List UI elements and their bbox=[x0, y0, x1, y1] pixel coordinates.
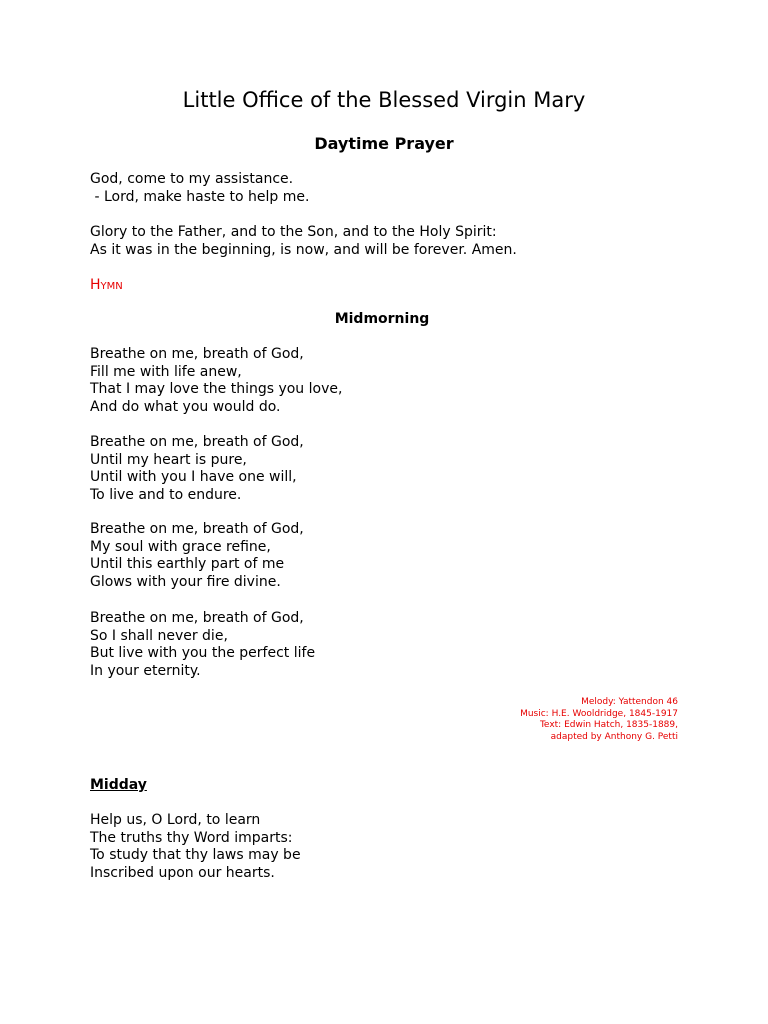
verse-line: Glory to the Father, and to the Son, and to the Holy Spirit: bbox=[90, 224, 497, 240]
hymn-credits bbox=[378, 697, 678, 743]
hymn-stanza-2 bbox=[90, 434, 304, 504]
verse-line: Inscribed upon our hearts. bbox=[90, 864, 275, 881]
midday-stanza bbox=[90, 812, 301, 882]
verse-line: To live and to endure. bbox=[90, 486, 242, 503]
hymn-stanza-4 bbox=[90, 610, 315, 680]
credit-line: Music: H.E. Wooldridge, 1845-1917 bbox=[520, 708, 678, 719]
credit-line: Melody: Yattendon 46 bbox=[581, 697, 678, 707]
verse-line: But live with you the perfect life bbox=[90, 645, 316, 661]
document-title: Little Office of the Blessed Virgin Mary bbox=[182, 88, 586, 112]
hymn-stanza-3 bbox=[90, 521, 304, 591]
verse-line: Help us, O Lord, to learn bbox=[90, 812, 261, 828]
verse-line: Breathe on me, breath of God, bbox=[90, 346, 304, 362]
verse-line: Fill me with life anew, bbox=[90, 363, 242, 380]
verse-line: And do what you would do. bbox=[90, 398, 281, 415]
verse-line: Breathe on me, breath of God, bbox=[90, 434, 304, 450]
verse-line: My soul with grace refine, bbox=[90, 538, 271, 555]
credit-line: adapted by Anthony G. Petti bbox=[550, 731, 678, 742]
verse-line: - Lord, make haste to help me. bbox=[90, 188, 310, 205]
midday-heading: Midday bbox=[90, 777, 147, 793]
hymn-stanza-1 bbox=[90, 346, 342, 416]
midmorning-heading: Midmorning bbox=[334, 311, 430, 327]
verse-line: Until my heart is pure, bbox=[90, 451, 247, 468]
verse-line: To study that thy laws may be bbox=[90, 847, 301, 863]
verse-line: In your eternity. bbox=[90, 662, 201, 679]
hymn-rubric: Hymn bbox=[90, 277, 123, 293]
verse-line: Breathe on me, breath of God, bbox=[90, 521, 304, 537]
opening-versicle bbox=[90, 171, 309, 206]
verse-line: As it was in the beginning, is now, and will be forever. Amen. bbox=[90, 241, 517, 258]
verse-line: That I may love the things you love, bbox=[90, 381, 343, 397]
verse-line: Until this earthly part of me bbox=[90, 556, 285, 572]
doxology bbox=[90, 224, 517, 259]
credit-line: Text: Edwin Hatch, 1835-1889, bbox=[539, 720, 678, 730]
verse-line: Until with you I have one will, bbox=[90, 469, 297, 485]
document-subtitle: Daytime Prayer bbox=[314, 134, 454, 153]
verse-line: Glows with your fire divine. bbox=[90, 573, 281, 590]
verse-line: God, come to my assistance. bbox=[90, 171, 294, 187]
verse-line: Breathe on me, breath of God, bbox=[90, 610, 304, 626]
verse-line: The truths thy Word imparts: bbox=[90, 829, 293, 846]
verse-line: So I shall never die, bbox=[90, 627, 228, 644]
